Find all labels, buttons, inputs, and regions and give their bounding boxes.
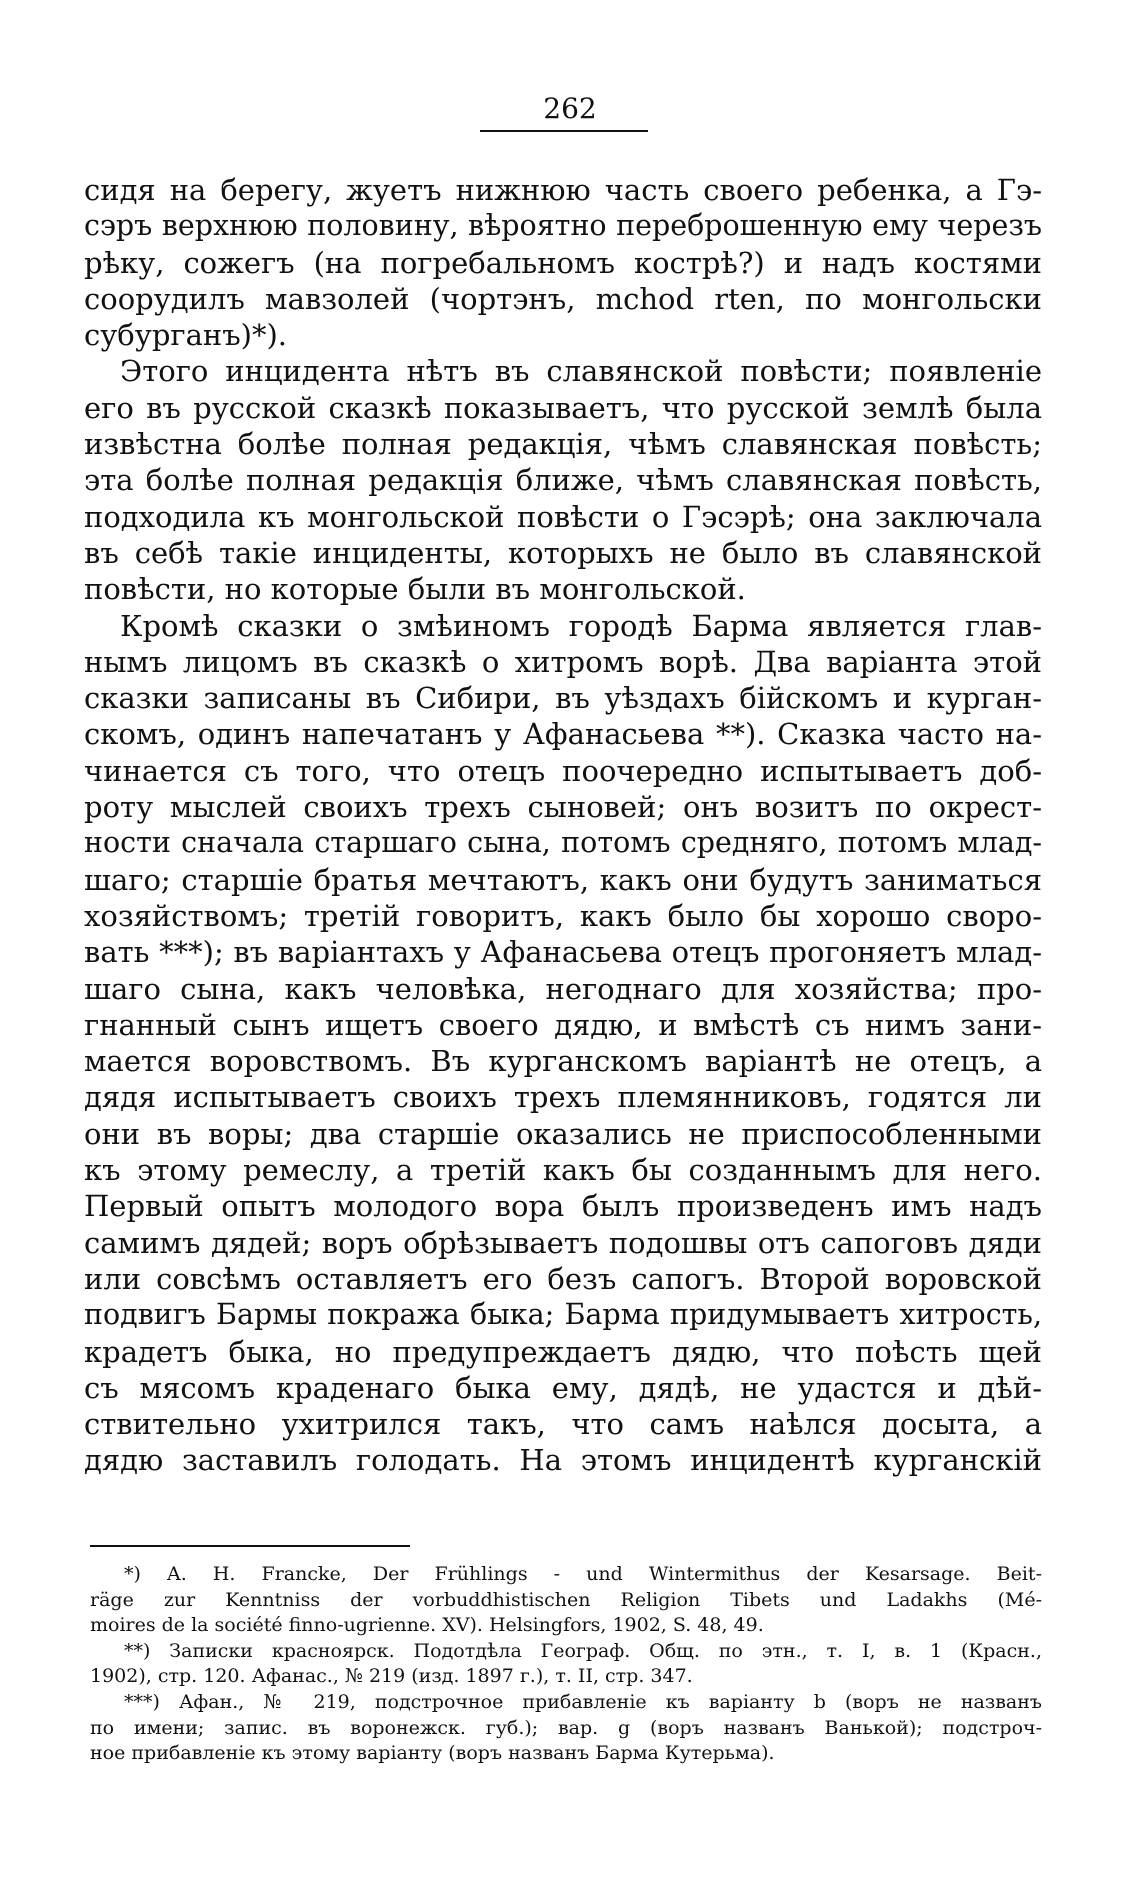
footnote-separator	[90, 1545, 410, 1547]
text-line: сидя на берегу, жуетъ нижнюю часть своего ребенка, а Гэ-	[84, 173, 1042, 207]
text-line: соорудилъ мавзолей (чортэнъ, mchod rten, по монгольски	[84, 281, 1042, 316]
page-number: 262	[543, 92, 597, 125]
text-line: вать ***); въ варіантахъ у Афанасьева отецъ прогоняетъ млад-	[84, 935, 1042, 970]
text-line: дядю заставилъ голодать. На этомъ инцидентѣ курганскій	[84, 1443, 1042, 1478]
footnotes	[90, 1562, 1042, 1767]
text-line: скомъ, одинъ напечатанъ у Афанасьева **). Сказка часто на-	[84, 717, 1042, 752]
text-line: сказки записаны въ Сибири, въ уѣздахъ бійскомъ и курган-	[84, 681, 1042, 716]
footnote-line: räge zur Kenntniss der vorbuddhistischen Religion Tibets und Ladakhs (Mé-	[90, 1588, 1042, 1611]
text-line: подходила къ монгольской повѣсти о Гэсэрѣ; она заключала	[84, 499, 1042, 534]
text-line: дядя испытываетъ своихъ трехъ племянниковъ, годятся ли	[84, 1080, 1042, 1115]
text-line: субурганъ)*).	[84, 318, 287, 353]
text-line: къ этому ремеслу, а третій какъ бы созданнымъ для него.	[84, 1153, 1042, 1188]
text-line: шаго; старшіе братья мечтаютъ, какъ они будутъ заниматься	[84, 862, 1042, 897]
text-line: мается воровствомъ. Въ курганскомъ варіантѣ не отецъ, а	[84, 1044, 1042, 1079]
text-line: они въ воры; два старшіе оказались не приспособленными	[84, 1116, 1042, 1151]
text-line: хозяйствомъ; третій говоритъ, какъ было бы хорошо сворo-	[84, 898, 1042, 933]
text-line: ствительно ухитрился такъ, что самъ наѣлся досыта, а	[84, 1407, 1042, 1442]
text-line: чинается съ того, что отецъ поочередно испытываетъ доб-	[84, 753, 1042, 788]
text-line: Первый опытъ молодого вора былъ произведенъ имъ надъ	[84, 1189, 1042, 1224]
text-line: въ себѣ такіе инциденты, которыхъ не было въ славянской	[84, 535, 1042, 570]
text-line: ности сначала старшаго сына, потомъ средняго, потомъ млад-	[84, 826, 1042, 860]
text-line: гнанный сынъ ищетъ своего дядю, и вмѣстѣ съ нимъ зани-	[84, 1007, 1042, 1042]
body-text	[84, 172, 1042, 1479]
text-line: шаго сына, какъ человѣка, негоднаго для хозяйства; про-	[84, 971, 1042, 1006]
text-line: его въ русской сказкѣ показываетъ, что русской землѣ была	[84, 390, 1042, 425]
footnote-line: *) A. H. Francke, Der Frühlings - und Wintermithus der Kesarsage. Beit-	[124, 1563, 1042, 1585]
text-line: Кромѣ сказки о змѣиномъ городѣ Барма является глав-	[120, 608, 1042, 643]
footnote-line: moires de la société finno-ugrienne. XV). Helsingfors, 1902, S. 48, 49.	[90, 1614, 764, 1637]
text-line: извѣстна болѣе полная редакція, чѣмъ славянская повѣсть;	[84, 427, 1042, 462]
footnote-line: ное прибавленіе къ этому варіанту (воръ названъ Барма Кутерьма).	[90, 1742, 775, 1765]
footnote-line: ***) Афан., № 219, подстрочное прибавленіе къ варіанту b (воръ не названъ	[124, 1690, 1042, 1713]
text-line: крадетъ быка, но предупреждаетъ дядю, что поѣсть щей	[84, 1334, 1042, 1369]
text-line: нымъ лицомъ въ сказкѣ о хитромъ ворѣ. Два варіанта этой	[84, 644, 1042, 679]
text-line: Этого инцидента нѣтъ въ славянской повѣсти; появленіе	[120, 354, 1042, 389]
text-line: повѣсти, но которые были въ монгольской.	[84, 572, 746, 607]
text-line: роту мыслей своихъ трехъ сыновей; онъ возитъ по окрест-	[84, 790, 1042, 825]
text-line: подвигъ Бармы покража быка; Барма придумываетъ хитрость,	[84, 1298, 1042, 1332]
footnote-line: 1902), стр. 120. Афанас., № 219 (изд. 1897 г.), т. II, стр. 347.	[90, 1665, 693, 1688]
text-line: или совсѣмъ оставляетъ его безъ сапогъ. Второй воровской	[84, 1261, 1042, 1296]
text-line: сэръ верхнюю половину, вѣроятно переброшенную ему черезъ	[84, 209, 1042, 243]
page-number-rule	[480, 130, 648, 132]
text-line: эта болѣе полная редакція ближе, чѣмъ славянская повѣсть,	[84, 463, 1042, 498]
footnote-line: **) Записки красноярск. Подотдѣла Географ. Общ. по этн., т. I, в. 1 (Красн.,	[124, 1639, 1042, 1662]
footnote-line: по имени; запис. въ воронежск. губ.); вар. g (воръ названъ Ванькой); подстроч-	[90, 1716, 1042, 1739]
text-line: съ мясомъ краденаго быка ему, дядѣ, не удастся и дѣй-	[84, 1370, 1042, 1405]
text-line: рѣку, сожегъ (на погребальномъ кострѣ?) и надъ костями	[84, 245, 1042, 280]
text-line: самимъ дядей; воръ обрѣзываетъ подошвы отъ сапоговъ дяди	[84, 1225, 1042, 1260]
